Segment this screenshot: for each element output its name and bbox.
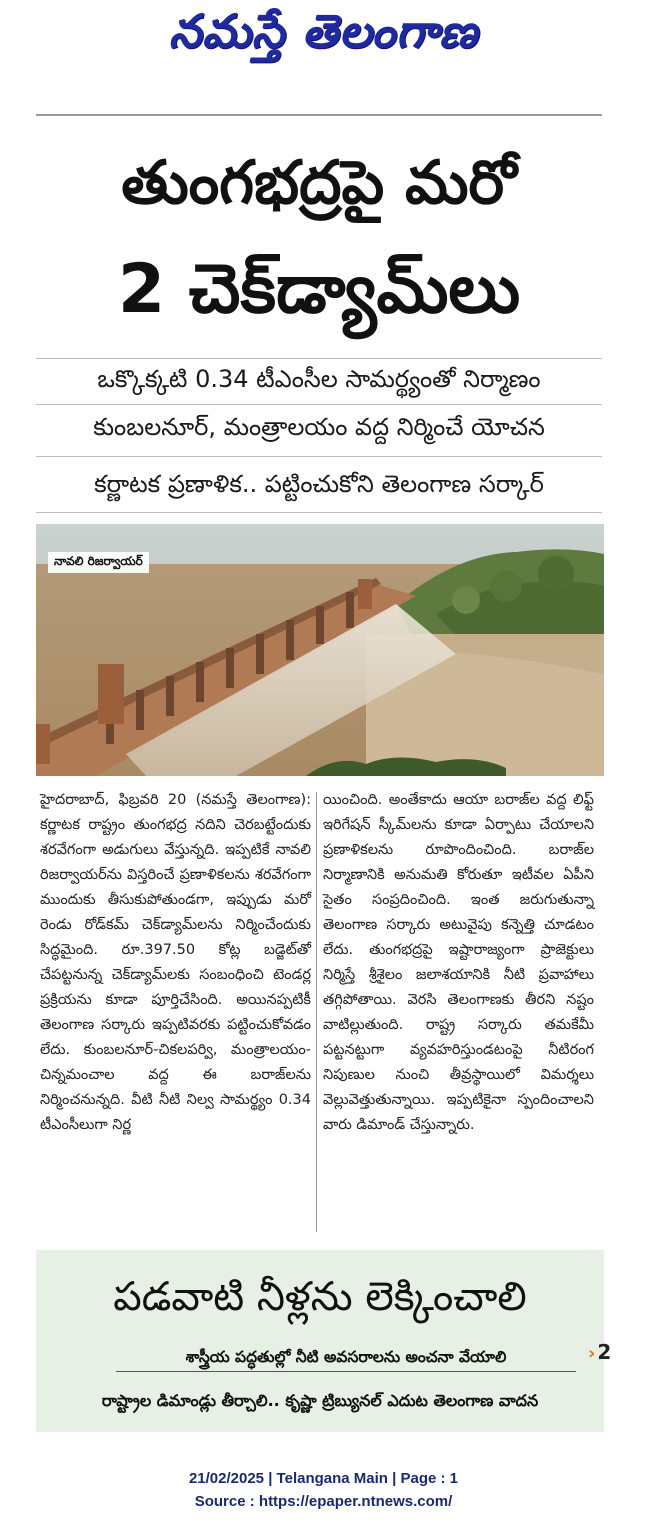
article-text-left: హైదరాబాద్, ఫిబ్రవరి 20 (నమస్తే తెలంగాణ): కర్ణాటక రాష్ట్రం తుంగభద్ర నదిని చెరబట్టేందుకు శరవేగంగా అడుగులు వేస్తున్నది. ఇప్పటికే నావలి రిజర్వాయర్‌ను విస్తరించే ప్రణాళికలను శరవేగంగా ముందుకు తీసుకుపోతుండగా, ఇప్పుడు మరో రెండు రోడ్‌కమ్ చెక్‌డ్యామ్‌లను నిర్మించేందుకు సిద్ధమైంది. రూ.397.50 కోట్ల బడ్జెట్‌తో చేపట్టనున్న చెక్‌డ్యామ్‌లకు సంబంధించి టెండర్ల ప్రక్రియను కూడా పూర్తిచేసింది. అయినప్పటికీ తెలంగాణ సర్కారు ఇప్పటివరకు పట్టించుకోవడం లేదు. కుంబలనూర్-చికలపర్వి, మంత్రాలయం-చిన్నమంచాల వద్ద ఈ బరాజ్‌లను నిర్మించనున్నది. వీటి నీటి నిల్వ సామర్థ్యం 0.34 టీఎంసీలుగా నిర్ణ	[40, 792, 311, 1133]
related-story-subtitle: శాస్త్రీయ పద్ధతుల్లో నీటి అవసరాలను అంచనా వేయాలి	[185, 1348, 507, 1366]
masthead	[0, 0, 647, 100]
column-divider	[316, 792, 317, 1232]
article-text-right: యించింది. అంతేకాదు ఆయా బరాజ్‌ల వద్ద లిఫ్ట్ ఇరిగేషన్ స్కీమ్‌లను కూడా ఏర్పాటు చేయాలని ప్రణాళికలను రూపొందించింది. బరాజ్‌ల నిర్మాణానికి అనుమతి కోరుతూ ఇటీవల ఏపీని సైతం సంప్రదించింది. ఇంత జరుగుతున్నా తెలంగాణ సర్కారు అటువైపు కన్నెత్తి చూడటం లేదు. తుంగభద్రపై ఇష్టారాజ్యంగా ప్రాజెక్టులు నిర్మిస్తే శ్రీశైలం జలాశయానికి నీటి ప్రవాహాలు తగ్గిపోతాయి. వెరసి తెలంగాణకు తీరని నష్టం వాటిల్లుతుంది. రాష్ట్ర సర్కారు తమకేమీ పట్టనట్టుగా వ్యవహరిస్తుండటంపై నీటిరంగ నిపుణుల నుంచి తీవ్రస్థాయిలో విమర్శలు వెల్లువెత్తుతున్నాయి. ఇప్పటికైనా స్పందించాలని వారు డిమాండ్ చేస్తున్నారు.	[323, 792, 594, 1133]
footer-edition: 21/02/2025 | Telangana Main | Page : 1	[188, 1470, 459, 1487]
headline-line-1: తుంగభద్రపై మరో	[121, 148, 517, 218]
related-story-box	[36, 1250, 612, 1432]
page-reference-number: 2	[597, 1340, 612, 1364]
photo-caption: నావలి రిజర్వాయర్	[48, 552, 149, 573]
subhead-2: కుంబలనూర్, మంత్రాలయం వద్ద నిర్మించే యోచన	[93, 413, 545, 441]
article-column-left	[40, 788, 311, 1138]
article-column-right	[323, 788, 594, 1138]
related-story-rule	[116, 1371, 576, 1372]
subhead-divider	[36, 456, 602, 457]
page-reference[interactable]	[588, 1340, 611, 1364]
subhead-divider	[36, 512, 602, 513]
chevron-right-icon: ›	[588, 1343, 596, 1364]
subhead-1: ఒక్కొక్కటి 0.34 టీఎంసీల సామర్థ్యంతో నిర్మాణం	[97, 365, 541, 393]
subhead-3: కర్ణాటక ప్రణాళిక.. పట్టించుకోని తెలంగాణ సర్కార్	[94, 470, 544, 498]
masthead-divider	[36, 114, 602, 116]
headline-line-2: 2 చెక్‌డ్యామ్‌లు	[117, 250, 521, 329]
footer-source: Source : https://epaper.ntnews.com/	[194, 1493, 453, 1510]
masthead-logo: నమస్తే తెలంగాణ	[168, 4, 479, 58]
related-story-line: రాష్ట్రాల డిమాండ్లు తీర్చాలి.. కృష్ణా ట్రిబ్యునల్ ఎదుట తెలంగాణ వాదన	[101, 1391, 539, 1410]
related-story-title: పడవాటి నీళ్లను లెక్కించాలి	[113, 1274, 527, 1320]
